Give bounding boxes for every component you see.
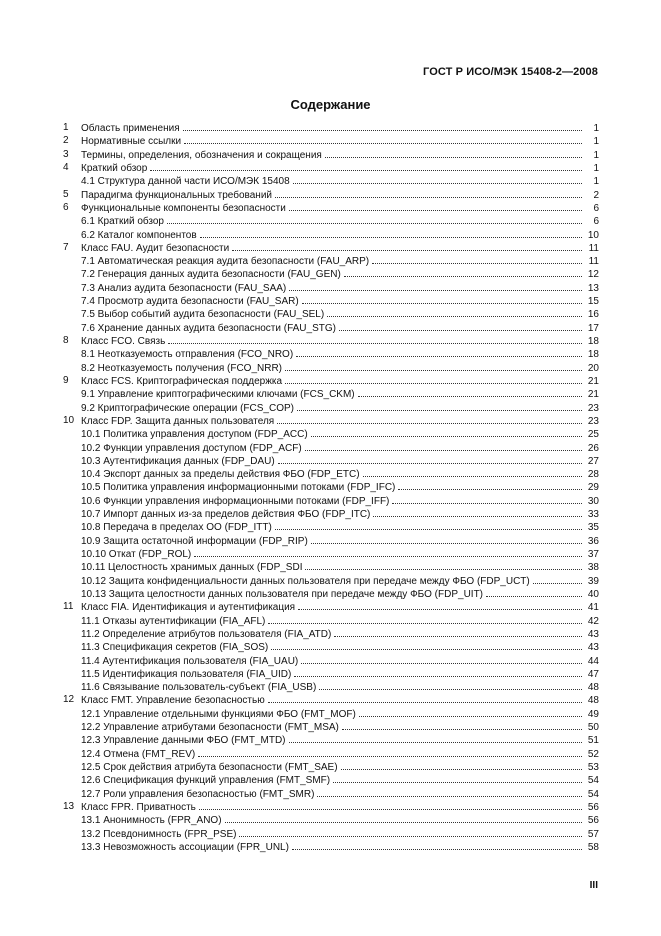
toc-leader-dots [339,321,582,331]
toc-entry[interactable] [63,640,599,653]
toc-entry[interactable] [63,840,599,853]
toc-entry-number: 7 [63,241,69,253]
page-number: III [589,880,598,891]
toc-entry-label: 10.7 Импорт данных из-за пределов действия ФБО (FDP_ITC) [81,509,371,521]
toc-entry-number: 6 [63,201,69,213]
toc-entry-label: 10.4 Экспорт данных за пределы действия ФБО (FDP_ETC) [81,469,360,481]
toc-entry-page: 1 [593,149,599,161]
toc-leader-dots [296,347,582,357]
toc-leader-dots [289,281,582,291]
toc-leader-dots [333,773,582,783]
toc-leader-dots [168,334,582,344]
toc-entry-page: 56 [587,815,599,827]
toc-entry-page: 47 [587,668,599,680]
toc-entry-page: 1 [593,136,599,148]
toc-entry[interactable] [63,307,599,320]
toc-entry[interactable] [63,480,599,493]
toc-entry-label: 10.13 Защита целостности данных пользователя при передаче между ФБО (FDP_UIT) [81,588,484,600]
toc-entry-label: 12.3 Управление данными ФБО (FMT_MTD) [81,735,286,747]
toc-entry[interactable] [63,454,599,467]
toc-entry-label: 6.2 Каталог компонентов [81,229,197,241]
toc-entry-page: 44 [587,655,599,667]
toc-entry-page: 38 [587,562,599,574]
toc-entry[interactable] [63,627,599,640]
toc-entry[interactable] [63,148,599,161]
toc-entry[interactable] [63,587,599,600]
toc-entry-page: 33 [587,509,599,521]
toc-leader-dots [239,827,582,837]
toc-entry[interactable] [63,600,599,613]
toc-entry-page: 54 [587,775,599,787]
toc-entry-label: Краткий обзор [81,162,148,174]
toc-entry-label: 12.1 Управление отдельными функциями ФБО (FMT_MOF) [81,708,356,720]
toc-leader-dots [301,654,582,664]
toc-entry[interactable] [63,534,599,547]
toc-entry[interactable] [63,281,599,294]
toc-entry-page: 16 [587,309,599,321]
toc-entry-page: 36 [587,535,599,547]
toc-entry[interactable] [63,547,599,560]
toc-entry-label: Область применения [81,123,180,134]
toc-entry-label: 10.2 Функции управления доступом (FDP_ACF) [81,442,302,454]
toc-leader-dots [305,560,582,570]
toc-leader-dots [271,640,582,650]
page-title: Содержание [290,97,371,112]
toc-entry-page: 37 [587,549,599,560]
toc-entry-label: 10.1 Политика управления доступом (FDP_ACC) [81,429,308,441]
toc-entry-label: 10.9 Защита остаточной информации (FDP_RIP) [81,535,308,547]
toc-entry[interactable] [63,707,599,720]
toc-entry-label: 10.6 Функции управления информационными потоками (FDP_IFF) [81,495,390,507]
toc-leader-dots [327,307,582,317]
toc-entry-label: 10.8 Передача в пределах ОО (FDP_ITT) [81,522,272,534]
toc-leader-dots [359,707,582,717]
toc-entry-page: 11 [588,256,599,268]
toc-entry[interactable] [63,201,599,214]
toc-entry-label: 7.1 Автоматическая реакция аудита безопасности (FAU_ARP) [81,256,370,268]
toc-entry-label: 11.5 Идентификация пользователя (FIA_UID) [81,668,292,680]
toc-entry-label: 7.6 Хранение данных аудита безопасности (FAU_STG) [81,322,336,334]
toc-entry-page: 23 [587,402,599,414]
toc-leader-dots [225,813,582,823]
toc-entry-page: 48 [587,695,599,707]
toc-entry-label: Класс FPR. Приватность [81,801,196,813]
toc-entry[interactable] [63,401,599,414]
toc-entry[interactable] [63,827,599,840]
toc-entry-label: Функциональные компоненты безопасности [81,202,286,214]
toc-entry-label: 12.7 Роли управления безопасностью (FMT_SMR) [81,788,315,800]
toc-entry-number: 1 [63,122,69,133]
toc-entry-label: 10.10 Откат (FDP_ROL) [81,549,192,560]
toc-entry-page: 13 [587,282,599,294]
toc-entry[interactable] [63,414,599,427]
toc-entry-label: Нормативные ссылки [81,136,182,148]
toc-entry-label: 4.1 Структура данной части ИСО/МЭК 15408 [81,176,290,188]
toc-leader-dots [199,800,582,810]
toc-entry-number: 10 [63,414,75,426]
toc-entry[interactable] [63,773,599,786]
toc-entry-label: Класс FCO. Связь [81,336,166,347]
toc-entry-label: Класс FCS. Криптографическая поддержка [81,375,283,387]
toc-entry-number: 2 [63,135,69,147]
toc-entry[interactable] [63,241,599,254]
toc-entry-label: Класс FAU. Аудит безопасности [81,242,230,254]
toc-entry[interactable] [63,427,599,440]
toc-entry-label: Парадигма функциональных требований [81,189,272,201]
toc-entry-page: 53 [587,762,599,773]
toc-leader-dots [285,374,582,384]
toc-entry-page: 1 [593,162,599,174]
toc-entry-page: 48 [587,682,599,694]
document-standard-header: ГОСТ Р ИСО/МЭК 15408-2—2008 [423,66,598,78]
toc-entry-page: 52 [587,748,599,760]
toc-leader-dots [302,294,582,304]
toc-entry-page: 35 [587,522,599,534]
toc-entry-page: 29 [587,482,599,494]
toc-leader-dots [398,480,582,490]
toc-entry[interactable] [63,361,599,374]
toc-entry-label: 12.2 Управление атрибутами безопасности (FMT_MSA) [81,722,339,734]
toc-leader-dots [486,587,582,597]
toc-leader-dots [342,720,582,730]
toc-leader-dots [294,667,582,677]
toc-leader-dots [167,214,582,224]
toc-entry[interactable] [63,680,599,693]
toc-entry[interactable] [63,387,599,400]
toc-entry-page: 20 [587,362,599,374]
toc-entry-label: 7.2 Генерация данных аудита безопасности (FAU_GEN) [81,269,341,281]
toc-entry-number: 3 [63,148,69,160]
toc-entry[interactable] [63,614,599,627]
toc-entry-page: 10 [587,229,599,241]
toc-leader-dots [150,161,582,171]
toc-entry[interactable] [63,254,599,267]
toc-entry-label: Класс FMT. Управление безопасностью [81,695,265,707]
toc-entry-label: 10.12 Защита конфиденциальности данных пользователя при передаче между ФБО (FDP_UCT) [81,575,530,587]
toc-entry-label: 10.5 Политика управления информационными потоками (FDP_IFC) [81,482,396,494]
toc-entry-label: 11.2 Определение атрибутов пользователя (FIA_ATD) [81,628,332,640]
toc-entry-page: 30 [587,495,599,507]
toc-entry[interactable] [63,787,599,800]
toc-entry[interactable] [63,214,599,227]
toc-entry[interactable] [63,813,599,826]
toc-entry-label: 12.5 Срок действия атрибута безопасности (FMT_SAE) [81,762,338,773]
toc-leader-dots [277,414,582,424]
toc-entry[interactable] [63,334,599,347]
toc-entry[interactable] [63,294,599,307]
toc-entry[interactable] [63,693,599,706]
toc-entry-number: 11 [63,601,74,613]
toc-leader-dots [363,467,582,477]
toc-entry-page: 18 [587,349,599,361]
toc-entry-page: 50 [587,722,599,734]
toc-entry[interactable] [63,174,599,187]
toc-leader-dots [372,254,582,264]
toc-leader-dots [297,401,582,411]
toc-entry-label: Термины, определения, обозначения и сокращения [81,149,322,161]
toc-leader-dots [275,520,582,530]
toc-entry-page: 15 [587,296,599,308]
toc-entry-page: 12 [587,269,599,281]
toc-entry-page: 28 [587,469,599,481]
toc-entry[interactable] [63,267,599,280]
toc-entry[interactable] [63,374,599,387]
toc-entry-page: 49 [587,708,599,720]
toc-entry-page: 2 [593,189,599,201]
toc-leader-dots [194,547,582,557]
toc-entry-page: 57 [587,828,599,840]
toc-leader-dots [392,494,582,504]
toc-entry[interactable] [63,667,599,680]
toc-entry-page: 27 [587,455,599,467]
toc-leader-dots [358,387,582,397]
toc-entry-label: 12.4 Отмена (FMT_REV) [81,748,196,760]
toc-entry-label: 7.3 Анализ аудита безопасности (FAU_SAA) [81,282,287,294]
toc-leader-dots [184,134,582,144]
toc-leader-dots [200,228,582,238]
toc-entry-label: 11.1 Отказы аутентификации (FIA_AFL) [81,615,266,627]
toc-entry-page: 21 [587,389,599,401]
toc-leader-dots [268,614,582,624]
toc-entry-label: 11.6 Связывание пользователь-субъект (FIA_USB) [81,682,317,694]
toc-leader-dots [373,507,582,517]
toc-entry[interactable] [63,467,599,480]
toc-leader-dots [232,241,582,251]
toc-entry-page: 39 [587,575,599,587]
toc-entry-page: 17 [587,322,599,334]
toc-entry-page: 41 [587,602,599,614]
toc-entry[interactable] [63,560,599,573]
toc-entry-page: 21 [587,375,599,387]
toc-entry-page: 23 [587,415,599,427]
toc-leader-dots [278,454,582,464]
toc-entry-label: 8.1 Неотказуемость отправления (FCO_NRO) [81,349,294,361]
toc-entry[interactable] [63,321,599,334]
toc-leader-dots [305,441,582,451]
toc-entry-number: 13 [63,800,75,812]
toc-leader-dots [325,148,582,158]
toc-entry[interactable] [63,733,599,746]
toc-entry-page: 1 [593,123,599,134]
toc-leader-dots [275,188,582,198]
toc-entry[interactable] [63,574,599,587]
toc-entry-page: 26 [587,442,599,454]
toc-entry-label: 11.3 Спецификация секретов (FIA_SOS) [81,642,269,654]
toc-leader-dots [198,747,582,757]
toc-entry-page: 58 [587,841,599,853]
toc-entry-label: 9.1 Управление криптографическими ключами (FCS_CKM) [81,389,355,401]
toc-leader-dots [268,693,582,703]
toc-entry-number: 5 [63,188,69,200]
toc-entry-label: 12.6 Спецификация функций управления (FMT_SMF) [81,775,331,787]
toc-entry[interactable] [63,347,599,360]
toc-leader-dots [341,760,582,770]
toc-leader-dots [311,534,582,544]
toc-entry-page: 18 [587,336,599,347]
toc-leader-dots [285,361,582,371]
toc-leader-dots [311,427,582,437]
toc-entry[interactable] [63,520,599,533]
toc-entry[interactable] [63,760,599,773]
toc-entry-label: 13.1 Анонимность (FPR_ANO) [81,815,222,827]
toc-entry[interactable] [63,441,599,454]
toc-entry[interactable] [63,800,599,813]
toc-entry-label: Класс FDP. Защита данных пользователя [81,415,275,427]
toc-entry-page: 6 [593,202,599,214]
toc-leader-dots [317,787,582,797]
toc-entry-label: 7.5 Выбор событий аудита безопасности (FAU_SEL) [81,309,325,321]
toc-entry[interactable] [63,228,599,241]
toc-entry[interactable] [63,654,599,667]
toc-entry-label: 11.4 Аутентификация пользователя (FIA_UAU) [81,655,299,667]
toc-entry-page: 51 [587,735,599,747]
toc-entry-label: 13.2 Псевдонимность (FPR_PSE) [81,828,237,840]
toc-leader-dots [292,840,582,850]
toc-entry[interactable] [63,507,599,520]
toc-entry-label: 8.2 Неотказуемость получения (FCO_NRR) [81,362,283,374]
toc-entry-label: 10.3 Аутентификация данных (FDP_DAU) [81,455,275,467]
toc-entry[interactable] [63,494,599,507]
toc-leader-dots [298,600,582,610]
table-of-contents [63,121,599,853]
toc-entry-label: Класс FIA. Идентификация и аутентификация [81,602,296,614]
toc-entry-page: 1 [593,176,599,188]
toc-entry-page: 25 [587,429,599,441]
toc-entry-page: 6 [593,216,599,228]
toc-entry[interactable] [63,747,599,760]
toc-leader-dots [293,174,582,184]
toc-entry-number: 9 [63,374,69,386]
toc-entry-label: 10.11 Целостность хранимых данных (FDP_SDI [81,562,303,574]
toc-entry-label: 7.4 Просмотр аудита безопасности (FAU_SAR) [81,296,299,308]
toc-leader-dots [289,733,582,743]
toc-entry-number: 12 [63,694,75,706]
toc-entry[interactable] [63,121,599,134]
toc-entry-label: 6.1 Краткий обзор [81,216,164,228]
toc-entry-number: 4 [63,161,69,173]
toc-leader-dots [319,680,582,690]
toc-leader-dots [533,574,582,584]
toc-leader-dots [289,201,582,211]
toc-entry[interactable] [63,720,599,733]
toc-leader-dots [334,627,582,637]
toc-entry-page: 54 [587,788,599,800]
toc-entry[interactable] [63,188,599,201]
toc-entry-page: 56 [587,801,599,813]
toc-leader-dots [344,267,582,277]
toc-entry[interactable] [63,161,599,174]
toc-entry-page: 43 [587,642,599,654]
toc-entry-page: 42 [587,615,599,627]
toc-entry-page: 43 [587,628,599,640]
toc-entry[interactable] [63,134,599,147]
toc-leader-dots [183,121,582,131]
toc-entry-page: 11 [588,242,599,254]
toc-entry-page: 40 [587,588,599,600]
toc-entry-label: 9.2 Криптографические операции (FCS_COP) [81,402,294,414]
toc-entry-label: 13.3 Невозможность ассоциации (FPR_UNL) [81,841,289,853]
toc-entry-number: 8 [63,335,69,346]
